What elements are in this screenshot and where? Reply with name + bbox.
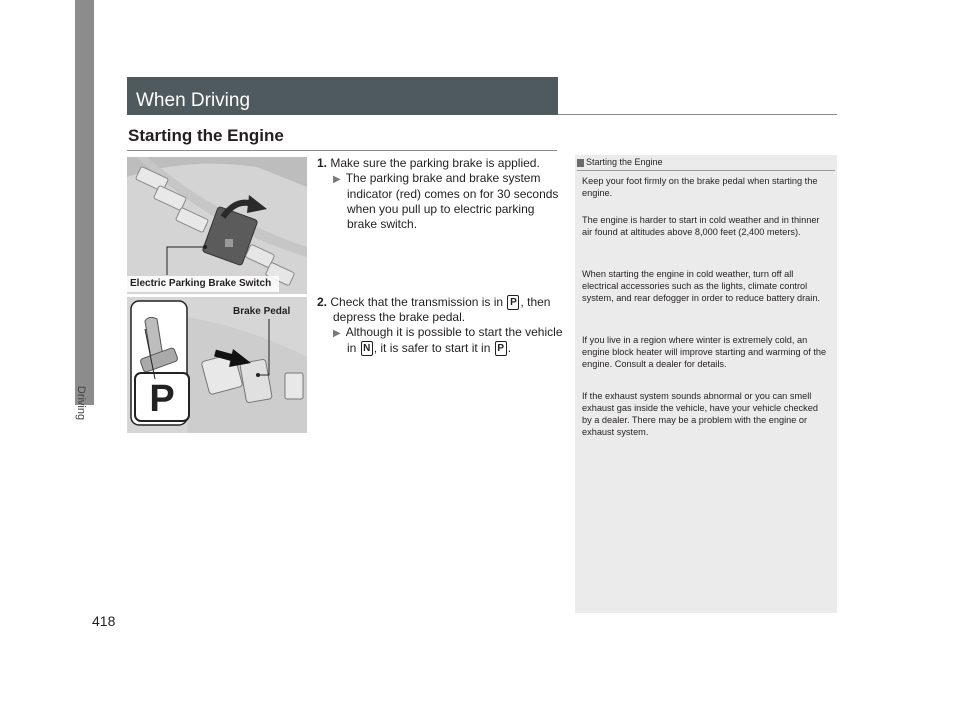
chapter-label: Driving bbox=[75, 385, 88, 421]
step-1-detail: ▶ The parking brake and brake system indicator (red) comes on for 30 seconds when you pull up to electric parking brake switch. bbox=[333, 171, 559, 231]
note-paragraph: The engine is harder to start in cold weather and in thinner air found at altitudes above 8,000 feet (2,400 meters). bbox=[582, 215, 820, 237]
note-heading: Starting the Engine bbox=[577, 157, 663, 167]
banner-rule bbox=[558, 114, 837, 115]
arrow-right-icon: ▶ bbox=[333, 328, 341, 339]
section-banner: When Driving bbox=[127, 77, 558, 115]
step-1: 1. Make sure the parking brake is applied. bbox=[317, 156, 540, 170]
parking-brake-drawing bbox=[127, 157, 307, 294]
topic-title: Starting the Engine bbox=[128, 126, 284, 145]
note-paragraph: If the exhaust system sounds abnormal or you can smell exhaust gas inside the vehicle, have your vehicle checked by a dealer. There may be a problem with the engine or exhaust system. bbox=[582, 391, 818, 437]
chapter-tab bbox=[75, 0, 94, 405]
gear-p-key: P bbox=[507, 295, 519, 310]
note-paragraph: If you live in a region where winter is extremely cold, an engine block heater will improve starting and warming of the engine. Consult a dealer for details. bbox=[582, 335, 827, 369]
gear-p-key: P bbox=[495, 341, 507, 356]
page-number: 418 bbox=[92, 613, 116, 629]
step-2: 2. Check that the transmission is in P , then depress the brake pedal. bbox=[317, 295, 551, 325]
title-rule bbox=[127, 150, 557, 151]
figure-caption: Electric Parking Brake Switch bbox=[130, 278, 272, 289]
note-paragraph: Keep your foot firmly on the brake pedal when starting the engine. bbox=[582, 176, 818, 198]
arrow-right-icon: ▶ bbox=[333, 174, 341, 185]
note-paragraph: When starting the engine in cold weather, turn off all electrical accessories such as the lights, climate control system, and rear defogger in order to reduce battery drain. bbox=[582, 269, 820, 303]
step-2-detail: ▶ Although it is possible to start the vehicle in N , it is safer to start it in P . bbox=[333, 325, 563, 355]
brake-pedal-drawing bbox=[127, 297, 307, 433]
brake-pedal-illustration bbox=[127, 297, 307, 433]
figure-caption: Brake Pedal bbox=[233, 306, 291, 317]
note-heading-rule bbox=[577, 170, 835, 171]
note-marker-icon bbox=[577, 159, 584, 167]
parking-brake-illustration bbox=[127, 157, 307, 294]
gear-n-key: N bbox=[361, 341, 373, 356]
svg-text:P: P bbox=[149, 378, 175, 420]
